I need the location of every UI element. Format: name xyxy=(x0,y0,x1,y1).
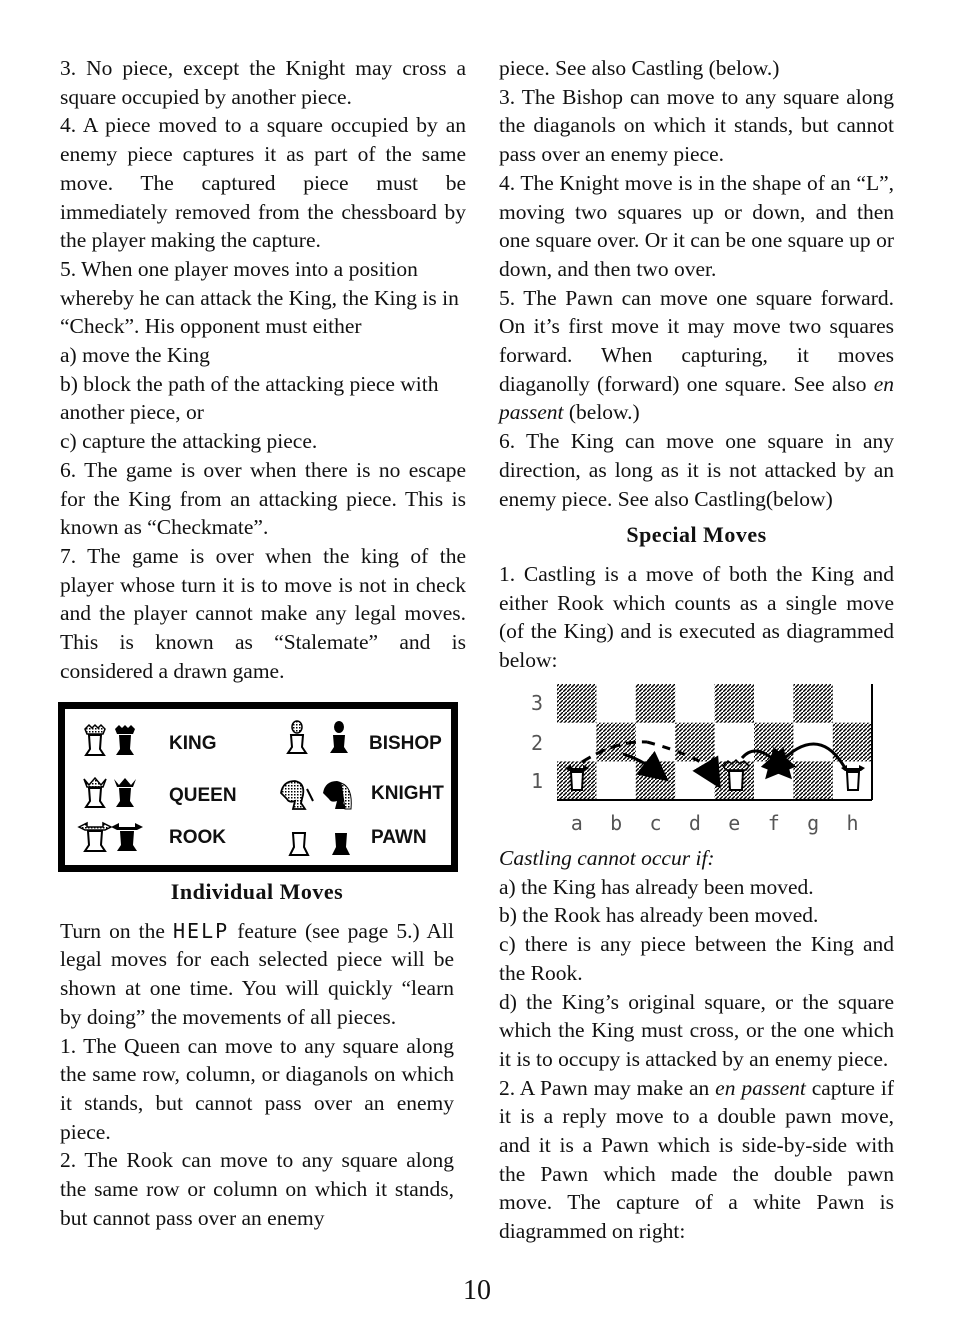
file-label: h xyxy=(846,811,859,835)
board-square xyxy=(636,761,675,800)
piece-legend xyxy=(58,702,458,872)
pawn-rule xyxy=(499,284,894,428)
condition-d: d) the King’s original square, or the square which the King must cross, or the one which it is to occupy is attacked by an enemy piece. xyxy=(499,989,894,1071)
pawn-rule-text: 5. The Pawn can move one square forward. On it’s first move it may move two squares forward. When capturing, it moves diaganolly (forward) one square. See also xyxy=(499,285,894,396)
help-intro-before: Turn on the xyxy=(60,918,174,943)
black-bishop-icon xyxy=(330,721,348,753)
legend-king-label: KING xyxy=(169,733,217,754)
board-square xyxy=(715,684,754,723)
legend-bishop-label: BISHOP xyxy=(369,733,442,754)
condition-c: c) there is any piece between the King and the Rook. xyxy=(499,932,894,985)
individual-moves-heading: Individual Moves xyxy=(170,879,344,904)
en-passent-rule xyxy=(499,1074,894,1246)
file-labels xyxy=(571,811,859,835)
castling-rule: 1. Castling is a move of both the King and either Rook which counts as a single move (of the King) and is executed as diagrammed below: xyxy=(499,561,894,673)
castling-cannot-heading xyxy=(499,844,894,873)
queen-rule: 1. The Queen can move to any square along the same row, column, or diaganols on which it stands, but cannot pass over an enemy piece. xyxy=(60,1033,454,1144)
file-label: g xyxy=(807,811,820,835)
rook-rule-cont: piece. See also Castling (below.) xyxy=(499,56,780,80)
help-lcd-text: HELP xyxy=(173,918,230,943)
white-queen-icon xyxy=(84,778,106,807)
black-queen-icon xyxy=(114,778,136,807)
rook-rule: 2. The Rook can move to any square along the same row or column on which it stands, but cannot pass over an enemy xyxy=(60,1148,454,1230)
page-number: 10 xyxy=(463,1275,491,1306)
file-label: a xyxy=(570,811,583,835)
castling-diagram xyxy=(527,680,879,840)
en-passent-end: capture if it is a reply move to a double pawn move, and it is a Pawn which is side-by-side with the Pawn which made the double pawn move. The capture of a white Pawn is diagrammed on right: xyxy=(499,1075,894,1244)
rank-label: 2 xyxy=(531,731,544,755)
rule-3: 3. No piece, except the Knight may cross a square occupied by another piece. xyxy=(60,56,466,109)
rank-label: 3 xyxy=(531,691,544,715)
file-label: e xyxy=(728,811,741,835)
rule-5c: c) capture the attacking piece. xyxy=(60,429,318,454)
file-label: c xyxy=(649,811,662,835)
legend-knight-label: KNIGHT xyxy=(371,783,444,804)
help-intro xyxy=(60,917,454,1032)
pawn-rule-italic: en passent xyxy=(499,371,894,425)
right-column xyxy=(499,54,894,675)
condition-a: a) the King has already been moved. xyxy=(499,874,814,899)
board-square xyxy=(833,723,872,762)
condition-b: b) the Rook has already been moved. xyxy=(499,903,819,928)
rule-5b: b) block the path of the attacking piece with another piece, or xyxy=(60,371,439,425)
file-label: b xyxy=(610,811,623,835)
legend-pawn-label: PAWN xyxy=(371,827,427,848)
help-intro-after: feature (see page 5.) All legal moves for each selected piece will be shown at one time. You will quickly “learn by doing” the movements of all pieces. xyxy=(60,918,454,1029)
legend-queen-label: QUEEN xyxy=(169,785,237,806)
rule-5: 5. When one player moves into a position whereby he can attack the King, the King is in “Check”. His opponent must either xyxy=(60,256,459,339)
knight-rule: 4. The Knight move is in the shape of an “L”, moving two squares up or down, and then one square over. Or it can be one square up or down, and then two over. xyxy=(499,170,894,281)
white-knight-icon xyxy=(281,781,313,809)
special-moves-heading: Special Moves xyxy=(626,522,767,548)
board-squares xyxy=(557,684,872,800)
black-rook-icon xyxy=(111,823,143,851)
legend-rook-label: ROOK xyxy=(169,827,226,848)
piece-legend-inner xyxy=(65,709,451,865)
black-pawn-icon xyxy=(332,833,350,855)
rule-7: 7. The game is over when the king of the player whose turn it is to move is not in check and the player cannot make any legal moves. This is known as “Stalemate” and is considered a drawn game. xyxy=(60,543,466,683)
rule-5a: a) move the King xyxy=(60,343,210,368)
file-label: f xyxy=(767,811,780,835)
board-square xyxy=(636,684,675,723)
rook-h1-icon xyxy=(841,765,865,790)
board-square xyxy=(793,761,832,800)
left-column xyxy=(60,54,466,685)
white-pawn-icon xyxy=(290,833,308,855)
file-label: d xyxy=(688,811,701,835)
black-knight-icon xyxy=(323,781,351,809)
rank-label: 1 xyxy=(531,769,544,793)
white-bishop-icon xyxy=(288,721,306,753)
board-square xyxy=(675,723,714,762)
white-king-icon xyxy=(85,725,105,755)
black-king-icon xyxy=(115,725,135,755)
pawn-rule-end: (below.) xyxy=(563,400,640,425)
board-square xyxy=(557,684,596,723)
rule-4: 4. A piece moved to a square occupied by an enemy piece captures it as part of the same move. The captured piece must be immediately removed from the chessboard by the player making the capture. xyxy=(60,113,466,253)
en-passent-text: 2. A Pawn may make an xyxy=(499,1075,716,1100)
white-rook-icon xyxy=(79,823,111,851)
en-passent-italic: en passent xyxy=(715,1075,806,1100)
left-column-lower xyxy=(60,878,454,1232)
king-rule: 6. The King can move one square in any direction, as long as it is not attacked by an enemy piece. See also Castling(below) xyxy=(499,429,894,511)
board-square xyxy=(793,684,832,723)
bishop-rule: 3. The Bishop can move to any square along the diaganols on which it stands, but cannot pass over an enemy piece. xyxy=(499,84,894,167)
rule-6: 6. The game is over when there is no escape for the King from an attacking piece. This is known as “Checkmate”. xyxy=(60,457,466,540)
castling-cannot-italic: Castling cannot occur if: xyxy=(499,846,715,870)
right-column-lower xyxy=(499,844,894,1246)
